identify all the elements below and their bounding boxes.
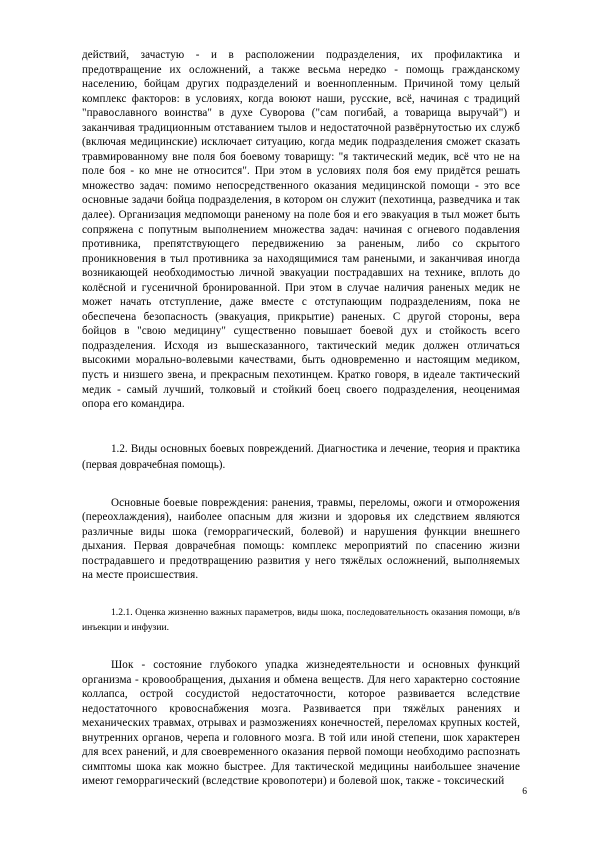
section-heading-1-2: 1.2. Виды основных боевых повреждений. Диагностика и лечение, теория и практика (первая доврачебная помощь). xyxy=(82,442,520,472)
block-spacer xyxy=(82,583,520,605)
block-spacer xyxy=(82,412,520,441)
section-heading-1-2-1: 1.2.1. Оценка жизненно важных параметров, виды шока, последовательность оказания помощи, в/в инъекции и инфузии. xyxy=(82,606,520,634)
paragraph-basic-combat-injuries: Основные боевые повреждения: ранения, травмы, переломы, ожоги и отморожения (переохлаждения), наиболее опасным для жизни и здоровья их следствием являются различные виды шока (геморрагический, болевой) и нарушения функции внешнего дыхания. Первая доврачебная помощь: комплекс мероприятий по спасению жизни пострадавшего и предотвращению развития у него тяжёлых осложнений, выполняемых на месте происшествия. xyxy=(82,496,520,582)
block-spacer xyxy=(82,636,520,658)
paragraph-shock-definition: Шок - состояние глубокого упадка жизнедеятельности и основных функций организма - кровообращения, дыхания и обмена веществ. Для него характерно состояние коллапса, острой сосудистой недостаточности, которое развивается вследствие недостаточного кровоснабжения мозга. Развивается при тяжёлых ранениях и механических травмах, отрывах и размозжениях конечностей, переломах крупных костей, внутренних органов, черепа и головного мозга. В той или иной степени, шок характерен для всех ранений, и для своевременного оказания первой помощи необходимо распознать симптомы шока как можно быстрее. Для тактической медицины наибольшее значение имеют геморрагический (вследствие кровопотери) и болевой шок, также - токсический xyxy=(82,658,520,788)
block-spacer xyxy=(82,474,520,496)
page-number: 6 xyxy=(522,786,527,797)
page-content xyxy=(82,48,520,789)
paragraph-intro: действий, зачастую - и в расположении подразделения, их профилактика и предотвращение их осложнений, а также весьма нередко - помощь гражданскому населению, бойцам других подразделений и военнопленным. Причиной тому целый комплекс факторов: в условиях, когда воюют наши, русские, всё, начиная с традиций "православного воинства" в духе Суворова ("сам погибай, а товарища выручай") и заканчивая традиционным отставанием тылов и недостаточной развёрнутостью их служб (включая медицинские) исключает ситуацию, когда медик подразделения сможет сказать травмированному вне поля боя боевому товарищу: "я тактический медик, всё что не на поле боя - ко мне не относится". При этом в условиях поля боя ему придётся решать множество задач: помимо непосредственного оказания медицинской помощи - это все основные задачи бойца подразделения, в котором он служит (пехотинца, разведчика и так далее). Организация медпомощи раненому на поле боя и его эвакуация в тыл может быть сопряжена с попутным выполнением множества задач: начиная с огневого подавления противника, препятствующего передвижению за раненым, либо со скрытого проникновения в тыл противника за находящимися там ранеными, и заканчивая иногда возникающей необходимостью личной эвакуации пострадавших на технике, вплоть до колёсной и гусеничной бронированной. При этом в случае наличия раненых медик не может начать отступление, даже вместе с отступающим подразделениям, пока не обеспечена безопасность (эвакуация, прикрытие) раненых. С другой стороны, вера бойцов в "свою медицину" существенно повышает боевой дух и стойкость всего подразделения. Исходя из вышесказанного, тактический медик должен отличаться высокими морально-волевыми качествами, быть одновременно и настоящим медиком, пусть и низшего звена, и прекрасным пехотинцем. Кратко говоря, в идеале тактический медик - самый лучший, толковый и стойкий боец своего подразделения, неоценимая опора его командира. xyxy=(82,49,520,411)
